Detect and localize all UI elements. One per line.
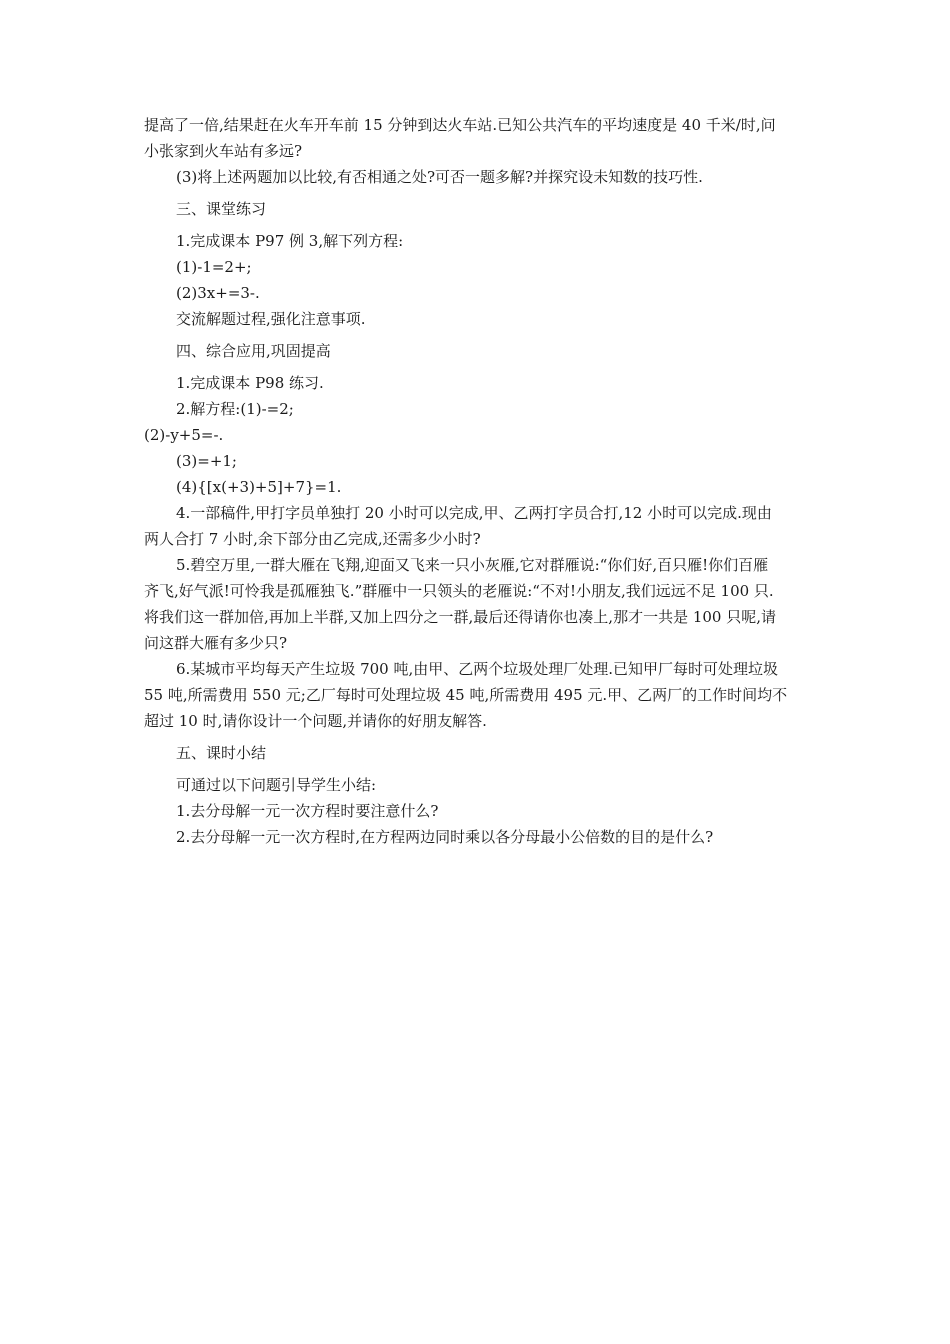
list-item: 2.解方程:(1)-=2; (176, 400, 294, 418)
equation: (3)=+1; (176, 452, 237, 470)
section-application (144, 338, 806, 734)
problem-continuation (144, 112, 806, 190)
equation: (4){[x(+3)+5]+7}=1. (176, 478, 342, 496)
note-text: 交流解题过程,强化注意事项. (176, 310, 366, 328)
text-line: 齐飞,好气派!可怜我是孤雁独飞.”群雁中一只领头的老雁说:“不对!小朋友,我们远远不足 100 只. (144, 582, 774, 600)
text-line: 5.碧空万里,一群大雁在飞翔,迎面又飞来一只小灰雁,它对群雁说:“你们好,百只雁!你们百雁 (176, 556, 769, 574)
document-page (144, 112, 806, 850)
list-item: 1.完成课本 P98 练习. (176, 374, 324, 392)
summary-question: 1.去分母解一元一次方程时要注意什么? (176, 802, 439, 820)
text-line: 4.一部稿件,甲打字员单独打 20 小时可以完成,甲、乙两打字员合打,12 小时可以完成.现由 (176, 504, 772, 522)
equation: (1)-1=2+; (176, 258, 252, 276)
text-line: 55 吨,所需费用 550 元;乙厂每时可处理垃圾 45 吨,所需费用 495 元.甲、乙两厂的工作时间均不 (144, 686, 788, 704)
word-problem-typist (144, 500, 806, 552)
text-line: 提高了一倍,结果赶在火车开车前 15 分钟到达火车站.已知公共汽车的平均速度是 40 千米/时,问 (144, 116, 776, 134)
equation: (2)3x+=3-. (176, 284, 260, 302)
section-heading: 三、课堂练习 (176, 200, 267, 218)
text-line: 问这群大雁有多少只? (144, 634, 288, 652)
word-problem-geese (144, 552, 806, 656)
section-classroom-practice (144, 196, 806, 332)
list-item: 1.完成课本 P97 例 3,解下列方程: (176, 232, 404, 250)
text-line: 将我们这一群加倍,再加上半群,又加上四分之一群,最后还得请你也凑上,那才一共是 100 只呢,请 (144, 608, 777, 626)
text-line: 两人合打 7 小时,余下部分由乙完成,还需多少小时? (144, 530, 481, 548)
text-line: 6.某城市平均每天产生垃圾 700 吨,由甲、乙两个垃圾处理厂处理.已知甲厂每时可处理垃圾 (176, 660, 779, 678)
section-heading: 四、综合应用,巩固提高 (176, 342, 331, 360)
summary-question: 2.去分母解一元一次方程时,在方程两边同时乘以各分母最小公倍数的目的是什么? (176, 828, 714, 846)
section-summary (144, 740, 806, 850)
comparison-question: (3)将上述两题加以比较,有否相通之处?可否一题多解?并探究设未知数的技巧性. (176, 168, 703, 186)
text-line: 小张家到火车站有多远? (144, 142, 303, 160)
section-heading: 五、课时小结 (176, 744, 267, 762)
equation: (2)-y+5=-. (144, 426, 224, 444)
intro-text: 可通过以下问题引导学生小结: (176, 776, 377, 794)
word-problem-garbage (144, 656, 806, 734)
text-line: 超过 10 时,请你设计一个问题,并请你的好朋友解答. (144, 712, 487, 730)
